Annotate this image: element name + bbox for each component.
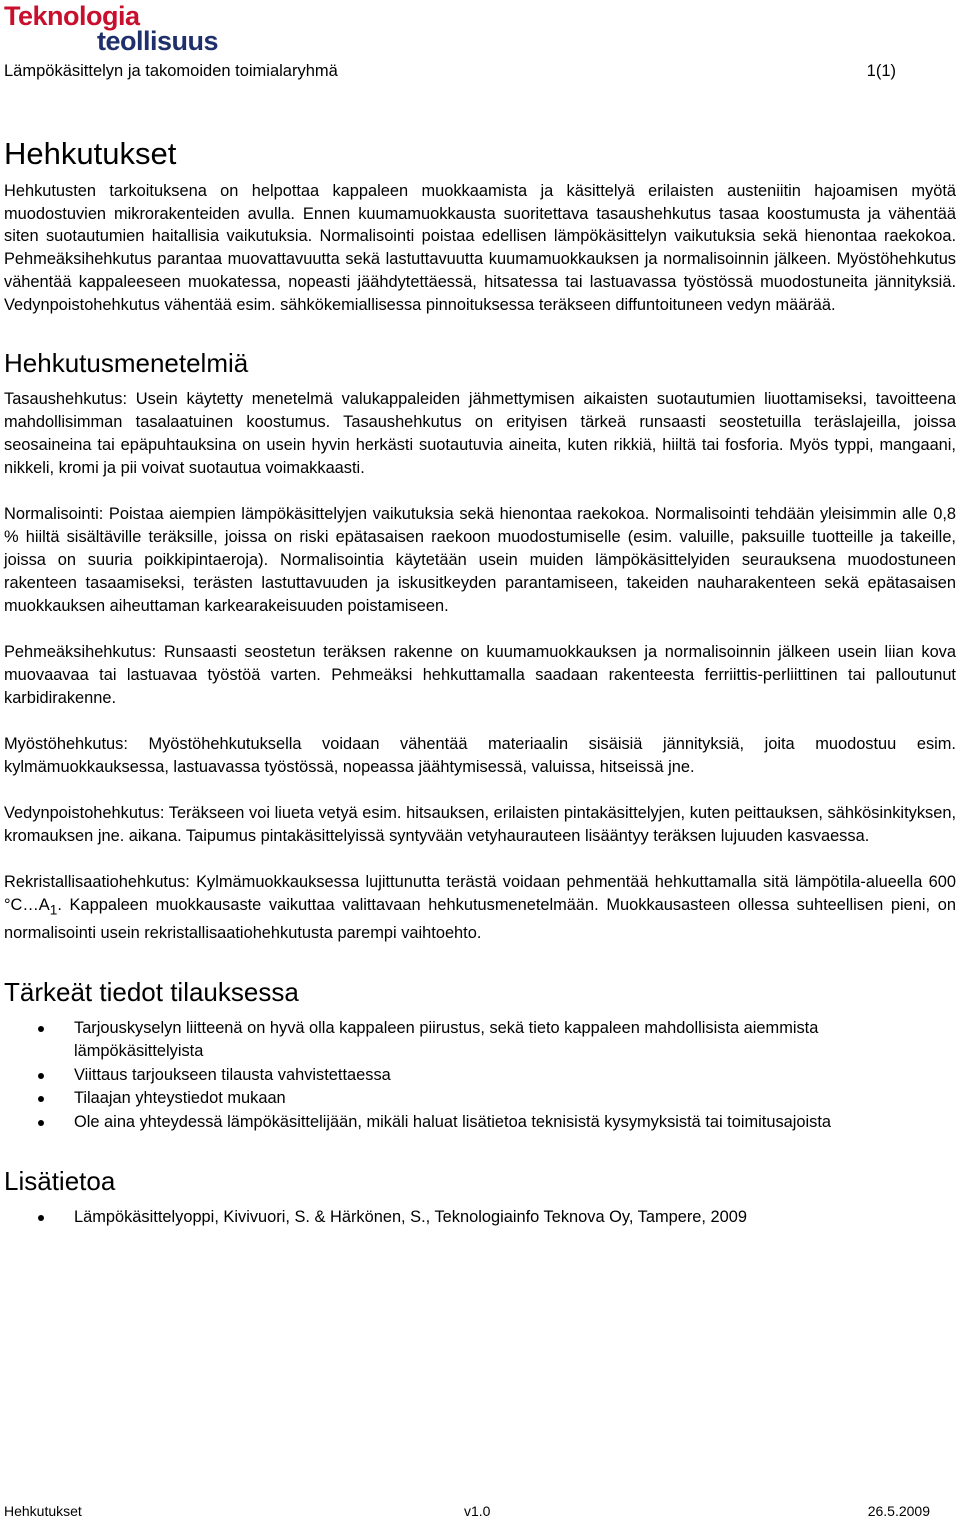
intro-paragraph: Hehkutusten tarkoituksena on helpottaa kappaleen muokkaamista ja käsittelyä erilaisten austeniitin hajoamisen myötä muodostuvien mikrorakenteiden avulla. Ennen kuumamuokkausta suoritettava tasaushehkutus tasaa koostumusta ja vähentää siten suotautumien haitallisia vaikutuksia. Normalisointi poistaa edellisen lämpökäsittelyn vaikutuksia sekä hienontaa raekokoa. Pehmeäksihehkutus parantaa muovattavuutta sekä lastuttavuutta kuumamuokkauksen ja normalisoinnin jälkeen. Myöstöhehkutus vähentää kappaleeseen muokatessa, nopeasti jäähdytettäessä, hitsatessa tai lastuavassa työstössä muodostuneita jännityksiä. Vedynpoistohehkutus vähentää esim. sähkökemiallisessa pinnoituksessa teräkseen diffuntoituneen vedyn määrää. — [4, 182, 956, 314]
page-title: Hehkutukset — [4, 136, 177, 171]
bullet-icon — [38, 1026, 44, 1032]
method-term: Pehmeäksihehkutus: — [4, 643, 157, 662]
method-term: Tasaushehkutus: — [4, 390, 128, 409]
list-item-text: Lämpökäsittelyoppi, Kivivuori, S. & Härkönen, S., Teknologiainfo Teknova Oy, Tampere, 2009 — [74, 1208, 747, 1226]
document-body — [4, 134, 956, 1230]
list-item-text: Tarjouskyselyn liitteenä on hyvä olla kappaleen piirustus, sekä tieto kappaleen mahdollisista aiemmista lämpökäsittelyista — [74, 1018, 819, 1060]
method-text: Poistaa aiempien lämpökäsittelyjen vaikutuksia sekä hienontaa raekokoa. Normalisointi tehdään yleisimmin alle 0,8 % hiiltä sisältäville teräksille, joissa on riski epätasaisen raekoon muodostumiselle (esim. valuille, paksuille tuotteille ja takeille, joissa on suuria poikkipintaeroja). Normalisointia käytetään usein muiden lämpökäsittelyiden seurauksena muodostuneen rakenteen tasaamiseksi, terästen lastuttavuuden ja iskusitkeyden parantamiseen, takeiden nauharakenteen sekä epätasaisen muokkauksen aiheuttaman karkearakeisuuden poistamiseen. — [4, 505, 956, 616]
list-item — [4, 1111, 956, 1135]
method-term: Normalisointi: — [4, 505, 104, 524]
logo-line-1: Teknologia — [4, 1, 140, 31]
bullet-icon — [38, 1096, 44, 1102]
methods-heading: Hehkutusmenetelmiä — [4, 348, 249, 379]
method-text: Usein käytetty menetelmä valukappaleiden jähmettymisen aikaisten suotautumien liuottamiseksi, tavoitteena mahdollisimman tasalaatuinen koostumus. Tasaushehkutus on erityisen tärkeä runsaasti seostetuilla teräslajeilla, joissa seosaineina tai epäpuhtauksina on usein hyvin herkästi suotautuvia aineita, kuten rikkiä, hiiltä tai fosforia. Myös typpi, mangaani, nikkeli, kromi ja pii voivat suotautua voimakkaasti. — [4, 390, 956, 478]
list-item — [4, 1064, 956, 1088]
method-text: . Kappaleen muokkausaste vaikuttaa valittavaan hehkutusmenetelmään. Muokkausasteen ollessa suhteellisen pieni, on normalisointi usein rekristallisaatiohehkutusta parempi vaihtoehto. — [4, 896, 956, 942]
footer-doc-name: Hehkutukset — [4, 1503, 82, 1519]
order-heading: Tärkeät tiedot tilauksessa — [4, 976, 299, 1007]
bullet-icon — [38, 1120, 44, 1126]
list-item-text: Viittaus tarjoukseen tilausta vahvistettaessa — [74, 1065, 391, 1084]
bullet-icon — [38, 1215, 44, 1221]
method-paragraph — [4, 388, 956, 480]
list-item-text: Tilaajan yhteystiedot mukaan — [74, 1089, 286, 1107]
order-list — [4, 1017, 956, 1135]
method-paragraph — [4, 871, 956, 944]
list-item — [4, 1206, 956, 1230]
method-text: Teräkseen voi liueta vetyä esim. hitsauksen, erilaisten pintakäsittelyjen, kuten peittauksen, sähkösinkityksen, kromauksen jne. aikana. Taipumus pintakäsittelyissä syntyvään vetyhaurauteen lisääntyy teräksen lujuuden kasvaessa. — [4, 804, 956, 846]
bullet-icon — [38, 1073, 44, 1079]
page-header — [4, 62, 896, 81]
more-info-heading: Lisätietoa — [4, 1166, 116, 1196]
logo-line-2: teollisuus — [97, 26, 219, 56]
method-term: Vedynpoistohehkutus: — [4, 804, 165, 823]
method-text: Myöstöhehkutuksella voidaan vähentää materiaalin sisäisiä jännityksiä, joita muodostuu esim. kylmämuokkauksessa, lastuavassa työstössä, nopeassa jäähtymisessä, valuissa, hitseissä jne. — [4, 735, 956, 777]
method-paragraph — [4, 503, 956, 618]
header-group-name: Lämpökäsittelyn ja takomoiden toimialaryhmä — [4, 62, 338, 80]
more-info-list — [4, 1206, 956, 1230]
method-term: Rekristallisaatiohehkutus: — [4, 873, 190, 892]
company-logo — [4, 2, 254, 54]
page-footer — [4, 1503, 930, 1519]
list-item — [4, 1017, 956, 1064]
method-term: Myöstöhehkutus: — [4, 735, 128, 754]
method-text: Kylmämuokkauksessa lujittunutta terästä voidaan pehmentää hehkuttamalla sitä lämpötila-alueella 600 °C…A — [4, 873, 956, 915]
footer-version: v1.0 — [464, 1503, 491, 1519]
list-item-text: Ole aina yhteydessä lämpökäsittelijään, mikäli haluat lisätietoa teknisistä kysymyksistä tai toimitusajoista — [74, 1112, 832, 1131]
list-item — [4, 1087, 956, 1111]
page-number: 1(1) — [866, 62, 896, 80]
footer-date: 26.5.2009 — [867, 1503, 930, 1519]
method-paragraph — [4, 641, 956, 710]
method-paragraph — [4, 733, 956, 779]
method-text: Runsaasti seostetun teräksen rakenne on kuumamuokkauksen ja normalisoinnin jälkeen usein liian kova muovaavaa tai lastuavaa työstöä varten. Pehmeäksi hehkuttamalla saadaan rakenteesta ferriittis-perliittinen tai palloutunut karbidirakenne. — [4, 643, 956, 708]
method-paragraph — [4, 802, 956, 848]
subscript: 1 — [49, 902, 58, 918]
